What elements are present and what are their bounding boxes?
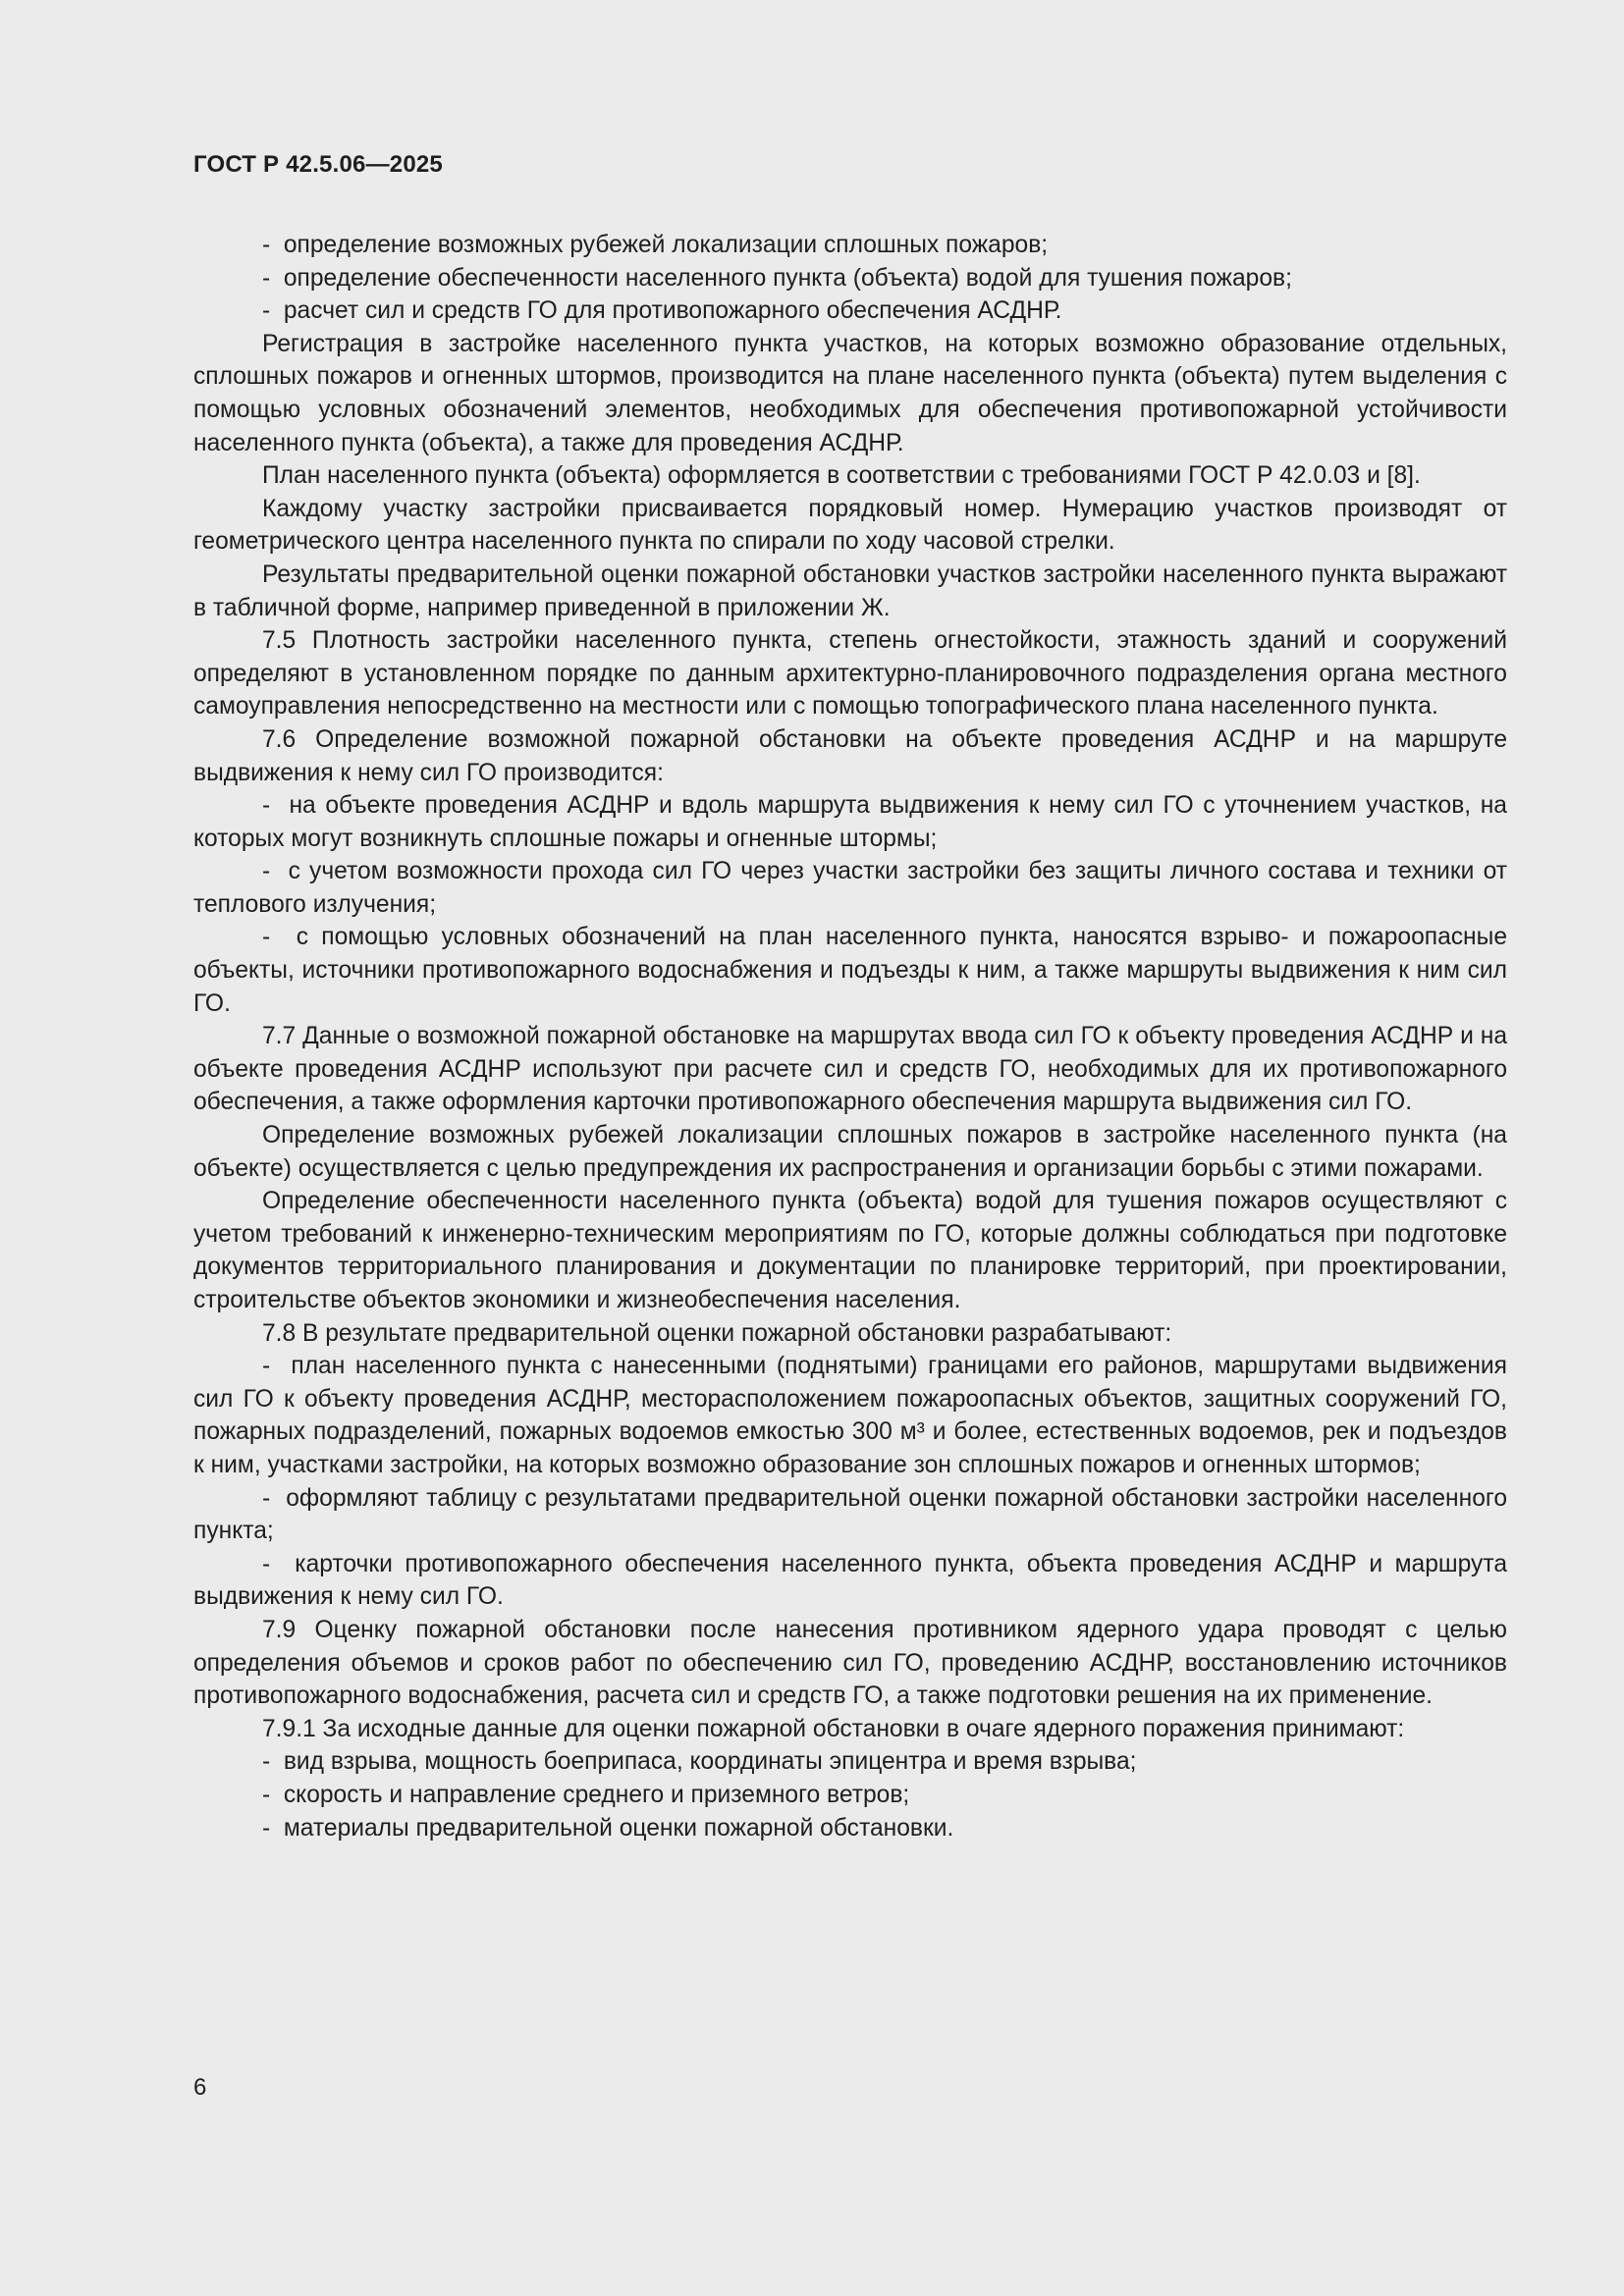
list-item-dash: - определение обеспеченности населенного пункта (объекта) водой для тушения пожаров; [193,262,1507,295]
clause-7-9-1: 7.9.1 За исходные данные для оценки пожарной обстановки в очаге ядерного поражения принимают: [262,1715,1405,1742]
list-item-dash: - скорость и направление среднего и приземного ветров; [193,1779,1507,1812]
page-number: 6 [193,2074,207,2101]
list-item-dash: - с учетом возможности прохода сил ГО через участки застройки без защиты личного состава и техники от теплового излучения; [193,855,1507,921]
paragraph: Определение обеспеченности населенного пункта (объекта) водой для тушения пожаров осуществляют с учетом требований к инженерно-техническим мероприятиям по ГО, которые должны соблюдаться при подготовке документов территориального планирования и документации по планировке территорий, при проектировании, строительстве объектов экономики и жизнеобеспечения населения. [193,1188,1507,1313]
clause-7-5: 7.5 Плотность застройки населенного пункта, степень огнестойкости, этажность зданий и сооружений определяют в установленном порядке по данным архитектурно-планировочного подразделения органа местного самоуправления непосредственно на местности или с помощью топографического плана населенного пункта. [193,627,1507,721]
list-item-dash: - карточки противопожарного обеспечения населенного пункта, объекта проведения АСДНР и маршрута выдвижения к нему сил ГО. [193,1548,1507,1614]
clause-7-8: 7.8 В результате предварительной оценки пожарной обстановки разрабатывают: [262,1319,1172,1347]
clause-7-7: 7.7 Данные о возможной пожарной обстановке на маршрутах ввода сил ГО к объекту проведения АСДНР и на объекте проведения АСДНР используют при расчете сил и средств ГО, необходимых для их противопожарного обеспечения, а также оформления карточки противопожарного обеспечения маршрута выдвижения сил ГО. [193,1023,1507,1116]
body-text [193,229,1507,1844]
document-code-header: ГОСТ Р 42.5.06—2025 [193,151,443,178]
paragraph: Определение возможных рубежей локализации сплошных пожаров в застройке населенного пункта (на объекте) осуществляется с целью предупреждения их распространения и организации борьбы с этими пожарами. [193,1122,1507,1182]
list-item-dash: - расчет сил и средств ГО для противопожарного обеспечения АСДНР. [193,294,1507,328]
list-item-dash: - материалы предварительной оценки пожарной обстановки. [193,1812,1507,1845]
paragraph: Регистрация в застройке населенного пункта участков, на которых возможно образование отдельных, сплошных пожаров и огненных штормов, производится на плане населенного пункта (объекта) путем выделения с помощью условных обозначений элементов, необходимых для обеспечения противопожарной устойчивости населенного пункта (объекта), а также для проведения АСДНР. [193,330,1507,456]
list-item-dash: - с помощью условных обозначений на план населенного пункта, наносятся взрыво- и пожароопасные объекты, источники противопожарного водоснабжения и подъезды к ним, а также маршруты выдвижения к ним сил ГО. [193,921,1507,1020]
list-item-dash: - оформляют таблицу с результатами предварительной оценки пожарной обстановки застройки населенного пункта; [193,1482,1507,1548]
clause-7-9: 7.9 Оценку пожарной обстановки после нанесения противником ядерного удара проводят с целью определения объемов и сроков работ по обеспечению сил ГО, проведению АСДНР, восстановлению источников противопожарного водоснабжения, расчета сил и средств ГО, а также подготовки решения на их применение. [193,1616,1507,1710]
clause-7-6: 7.6 Определение возможной пожарной обстановки на объекте проведения АСДНР и на маршруте выдвижения к нему сил ГО производится: [193,725,1507,786]
list-item-dash: - вид взрыва, мощность боеприпаса, координаты эпицентра и время взрыва; [193,1745,1507,1779]
paragraph: Каждому участку застройки присваивается порядковый номер. Нумерацию участков производят от геометрического центра населенного пункта по спирали по ходу часовой стрелки. [193,495,1507,556]
list-item-dash: - определение возможных рубежей локализации сплошных пожаров; [193,229,1507,262]
list-item-dash: - план населенного пункта с нанесенными (поднятыми) границами его районов, маршрутами выдвижения сил ГО к объекту проведения АСДНР, месторасположением пожароопасных объектов, защитных сооружений ГО, пожарных подразделений, пожарных водоемов емкостью 300 м³ и более, естественных водоемов, рек и подъездов к ним, участками застройки, на которых возможно образование зон сплошных пожаров и огненных штормов; [193,1350,1507,1481]
list-item-dash: - на объекте проведения АСДНР и вдоль маршрута выдвижения к нему сил ГО с уточнением участков, на которых могут возникнуть сплошные пожары и огненные штормы; [193,789,1507,855]
paragraph: Результаты предварительной оценки пожарной обстановки участков застройки населенного пункта выражают в табличной форме, например приведенной в приложении Ж. [193,561,1507,621]
paragraph: План населенного пункта (объекта) оформляется в соответствии с требованиями ГОСТ Р 42.0.03 и [8]. [262,462,1421,490]
